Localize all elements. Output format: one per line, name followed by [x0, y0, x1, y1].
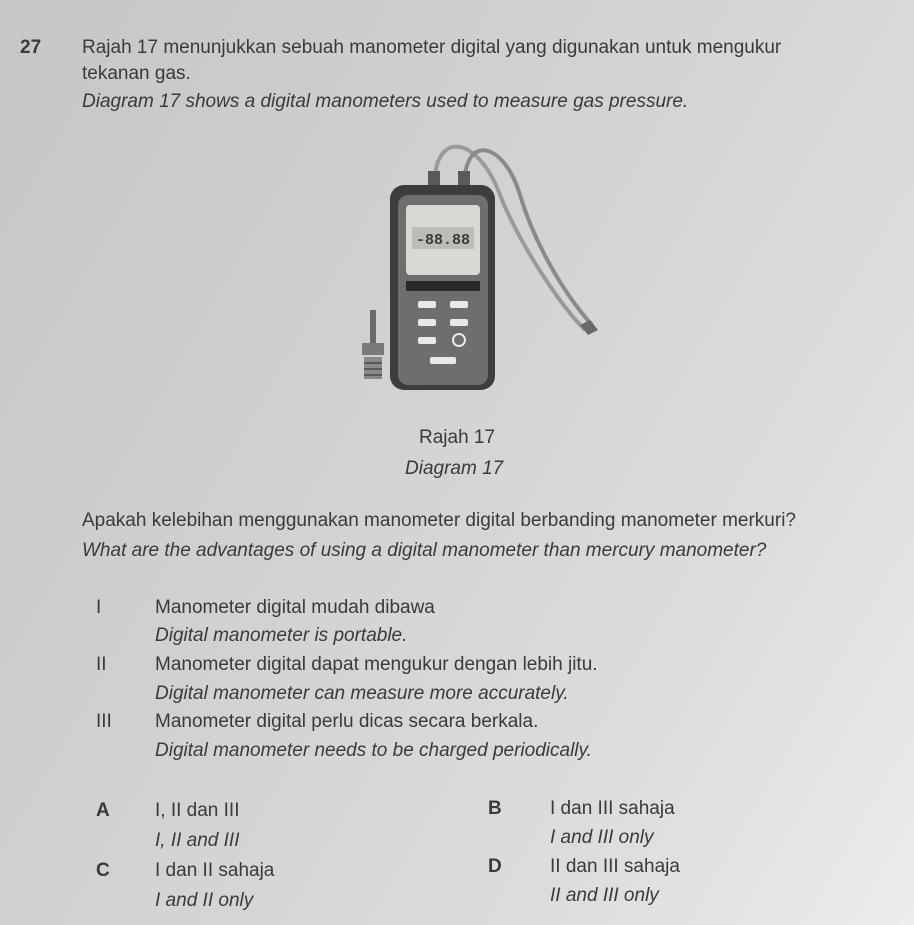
option-d-letter: D — [488, 856, 502, 877]
prompt-en: What are the advantages of using a digital manometer than mercury manometer? — [82, 540, 767, 561]
option-a-letter: A — [96, 800, 110, 821]
statement-1-en: Digital manometer is portable. — [155, 625, 408, 646]
statement-1-ms: Manometer digital mudah dibawa — [155, 597, 435, 618]
question-number: 27 — [20, 37, 42, 58]
button-6 — [430, 357, 456, 364]
option-a-en: I, II and III — [155, 830, 240, 851]
option-d-en: II and III only — [550, 885, 659, 906]
screen-reading: -88.88 — [415, 232, 471, 249]
question-text-en: Diagram 17 shows a digital manometers used to measure gas pressure. — [82, 91, 689, 112]
button-5 — [418, 337, 436, 344]
button-1 — [418, 301, 436, 308]
option-c-en: I and II only — [155, 890, 254, 911]
statement-2-number: II — [96, 654, 107, 675]
button-2 — [450, 301, 468, 308]
statement-3-ms: Manometer digital perlu dicas secara berkala. — [155, 711, 539, 732]
fitting-stem — [370, 310, 376, 345]
question-text-ms-line1: Rajah 17 menunjukkan sebuah manometer digital yang digunakan untuk mengukur — [82, 37, 782, 58]
statement-3-number: III — [96, 711, 112, 732]
option-c-ms: I dan II sahaja — [155, 860, 275, 881]
statement-2-en: Digital manometer can measure more accurately. — [155, 683, 569, 704]
button-4 — [450, 319, 468, 326]
statement-2-ms: Manometer digital dapat mengukur dengan lebih jitu. — [155, 654, 598, 675]
option-b-en: I and III only — [550, 827, 654, 848]
figure-caption-ms: Rajah 17 — [419, 427, 496, 448]
option-b-ms: I dan III sahaja — [550, 798, 675, 819]
digital-manometer-figure — [330, 135, 620, 405]
figure-caption-en: Diagram 17 — [405, 458, 504, 479]
tube-connector — [580, 320, 598, 335]
question-text-ms-line2: tekanan gas. — [82, 63, 191, 84]
option-a-ms: I, II dan III — [155, 800, 240, 821]
option-d-ms: II dan III sahaja — [550, 856, 680, 877]
option-c-letter: C — [96, 860, 110, 881]
prompt-ms: Apakah kelebihan menggunakan manometer digital berbanding manometer merkuri? — [82, 510, 796, 531]
statement-3-en: Digital manometer needs to be charged periodically. — [155, 740, 592, 761]
button-3 — [418, 319, 436, 326]
option-b-letter: B — [488, 798, 502, 819]
statement-1-number: I — [96, 597, 102, 618]
